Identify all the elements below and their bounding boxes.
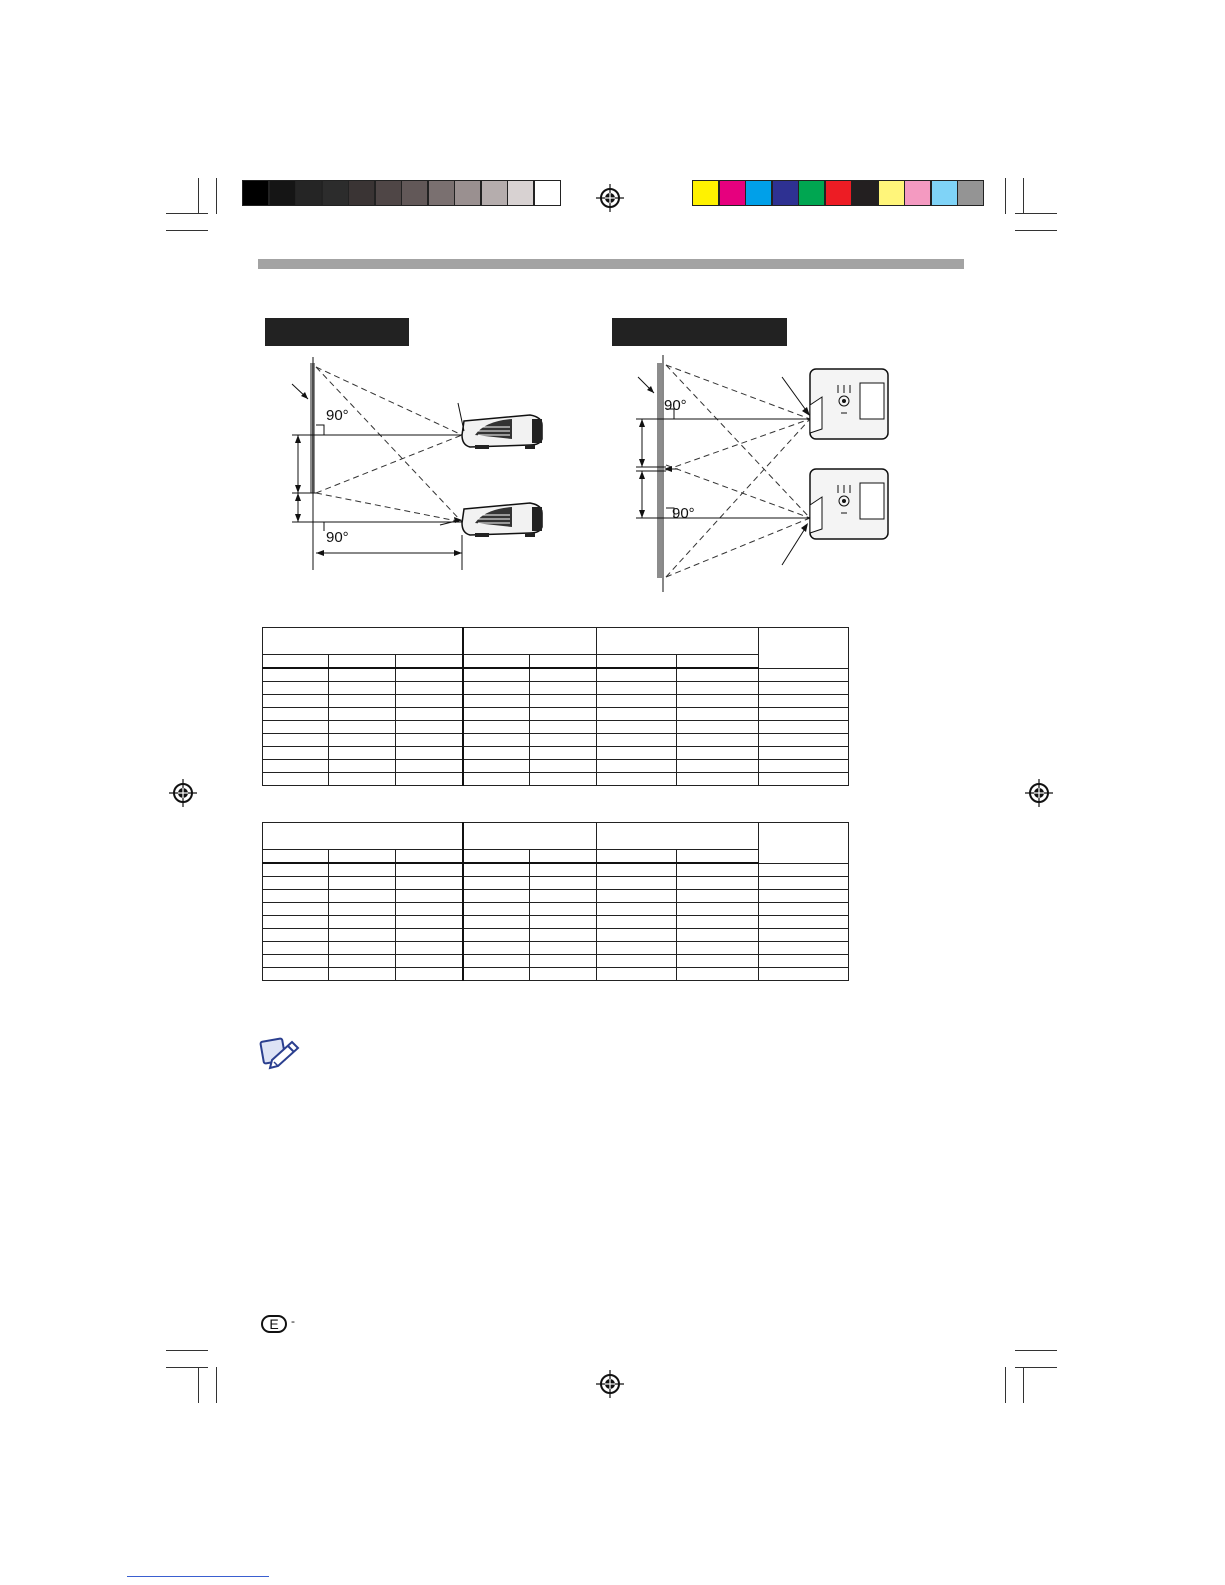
top-view-diagram <box>630 355 910 595</box>
crop-mark <box>1015 1367 1057 1368</box>
color-swatch <box>692 180 719 206</box>
projector-top-view-2 <box>810 469 888 539</box>
projector-bottom <box>462 503 542 537</box>
header-bar <box>258 259 964 269</box>
registration-mark-icon <box>596 1370 624 1398</box>
color-swatch <box>931 180 958 206</box>
crop-mark <box>216 178 217 214</box>
angle-label-bottom-right: 90° <box>672 505 695 522</box>
color-swatch <box>772 180 799 206</box>
gray-swatch <box>348 180 375 206</box>
crop-mark <box>1015 230 1057 231</box>
crop-mark <box>216 1367 217 1403</box>
angle-label-top-right: 90° <box>664 397 687 414</box>
projector-top <box>462 415 542 449</box>
pencil-note-icon <box>258 1036 302 1070</box>
gray-swatch <box>454 180 481 206</box>
projection-table-2 <box>262 822 849 981</box>
color-swatch <box>719 180 746 206</box>
crop-mark <box>1023 1367 1024 1403</box>
projection-table-1 <box>262 627 849 786</box>
color-swatch <box>957 180 984 206</box>
language-badge: E <box>261 1315 287 1333</box>
crop-mark <box>166 1367 208 1368</box>
crop-mark <box>1005 178 1006 214</box>
registration-mark-icon <box>596 184 624 212</box>
color-swatch <box>878 180 905 206</box>
registration-mark-icon <box>169 779 197 807</box>
crop-mark <box>1015 1350 1057 1351</box>
color-swatch <box>851 180 878 206</box>
color-swatch <box>825 180 852 206</box>
gray-swatch <box>242 180 269 206</box>
gray-swatch <box>481 180 508 206</box>
gray-swatch <box>428 180 455 206</box>
crop-mark <box>198 178 199 214</box>
color-swatch <box>745 180 772 206</box>
projector-top-view-1 <box>810 369 888 439</box>
section-label-left <box>265 318 409 346</box>
gray-swatch <box>507 180 534 206</box>
registration-mark-icon <box>1025 779 1053 807</box>
section-label-right <box>612 318 787 346</box>
gray-swatch <box>401 180 428 206</box>
gray-swatch <box>269 180 296 206</box>
crop-mark <box>1023 178 1024 214</box>
gray-swatch <box>322 180 349 206</box>
crop-mark <box>166 230 208 231</box>
crop-mark <box>1015 213 1057 214</box>
angle-label-top: 90° <box>326 407 349 424</box>
crop-mark <box>198 1367 199 1403</box>
crop-mark <box>166 213 208 214</box>
crop-mark <box>1005 1367 1006 1403</box>
side-view-diagram <box>280 355 560 580</box>
page-number-dash: - <box>291 1314 295 1328</box>
gray-swatch <box>295 180 322 206</box>
color-swatch <box>904 180 931 206</box>
gray-swatch <box>534 180 561 206</box>
color-swatch <box>798 180 825 206</box>
gray-swatch <box>375 180 402 206</box>
footer-link-line <box>127 1576 269 1577</box>
angle-label-bottom: 90° <box>326 529 349 546</box>
crop-mark <box>166 1350 208 1351</box>
